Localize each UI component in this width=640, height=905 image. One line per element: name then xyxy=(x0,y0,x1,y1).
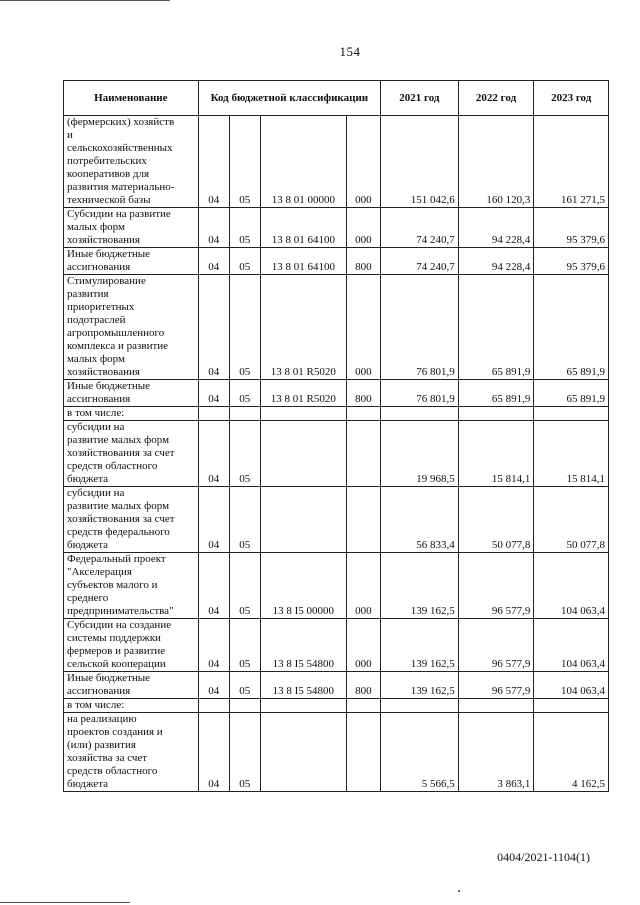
cell-expense-type: 000 xyxy=(346,275,380,380)
cell-name: (фермерских) хозяйств и сельскохозяйственных потребительских кооперативов для развития материально- технической базы xyxy=(64,116,199,208)
cell-target-article: 13 8 01 64100 xyxy=(260,248,346,275)
header-2022: 2022 год xyxy=(458,81,534,116)
cell-section: 04 xyxy=(198,713,229,792)
cell-2021: 76 801,9 xyxy=(381,380,459,407)
cell-2022: 65 891,9 xyxy=(458,275,534,380)
cell-2023: 50 077,8 xyxy=(534,487,609,553)
cell-target-article: 13 8 01 R5020 xyxy=(260,380,346,407)
cell-expense-type xyxy=(346,407,380,421)
cell-2023: 15 814,1 xyxy=(534,421,609,487)
cell-name: Субсидии на создание системы поддержки фермеров и развитие сельской кооперации xyxy=(64,619,199,672)
cell-section: 04 xyxy=(198,619,229,672)
table-row xyxy=(64,208,609,248)
cell-section: 04 xyxy=(198,487,229,553)
table-row xyxy=(64,713,609,792)
cell-2023: 104 063,4 xyxy=(534,619,609,672)
cell-2021: 139 162,5 xyxy=(381,619,459,672)
cell-2022: 160 120,3 xyxy=(458,116,534,208)
cell-subsection: 05 xyxy=(229,672,260,699)
cell-2023: 95 379,6 xyxy=(534,208,609,248)
cell-target-article: 13 8 01 64100 xyxy=(260,208,346,248)
cell-target-article xyxy=(260,699,346,713)
cell-name: Субсидии на развитие малых форм хозяйствования xyxy=(64,208,199,248)
cell-subsection: 05 xyxy=(229,248,260,275)
cell-2023: 104 063,4 xyxy=(534,672,609,699)
table-row xyxy=(64,672,609,699)
cell-2022: 96 577,9 xyxy=(458,553,534,619)
cell-name: Иные бюджетные ассигнования xyxy=(64,380,199,407)
cell-subsection xyxy=(229,407,260,421)
table-row xyxy=(64,116,609,208)
cell-section: 04 xyxy=(198,116,229,208)
cell-name: Иные бюджетные ассигнования xyxy=(64,248,199,275)
cell-2023: 65 891,9 xyxy=(534,275,609,380)
cell-subsection: 05 xyxy=(229,380,260,407)
cell-2021: 151 042,6 xyxy=(381,116,459,208)
cell-2021: 139 162,5 xyxy=(381,553,459,619)
cell-2022: 94 228,4 xyxy=(458,248,534,275)
cell-name: Стимулирование развития приоритетных подотраслей агропромышленного комплекса и развитие малых форм хозяйствования xyxy=(64,275,199,380)
table-row xyxy=(64,699,609,713)
cell-target-article xyxy=(260,421,346,487)
cell-target-article: 13 8 I5 54800 xyxy=(260,672,346,699)
cell-name: в том числе: xyxy=(64,407,199,421)
cell-2022 xyxy=(458,699,534,713)
cell-expense-type xyxy=(346,421,380,487)
header-2023: 2023 год xyxy=(534,81,609,116)
cell-expense-type: 000 xyxy=(346,208,380,248)
cell-subsection: 05 xyxy=(229,553,260,619)
cell-target-article: 13 8 01 00000 xyxy=(260,116,346,208)
cell-2022: 3 863,1 xyxy=(458,713,534,792)
table-row xyxy=(64,421,609,487)
table-row xyxy=(64,553,609,619)
cell-2022 xyxy=(458,407,534,421)
cell-expense-type: 800 xyxy=(346,380,380,407)
cell-section: 04 xyxy=(198,208,229,248)
header-name: Наименование xyxy=(64,81,199,116)
cell-target-article: 13 8 01 R5020 xyxy=(260,275,346,380)
budget-table xyxy=(63,80,609,792)
cell-target-article xyxy=(260,713,346,792)
cell-section: 04 xyxy=(198,553,229,619)
cell-subsection: 05 xyxy=(229,116,260,208)
cell-section xyxy=(198,699,229,713)
cell-2021 xyxy=(381,407,459,421)
cell-2023: 161 271,5 xyxy=(534,116,609,208)
cell-subsection: 05 xyxy=(229,619,260,672)
cell-2022: 96 577,9 xyxy=(458,619,534,672)
scan-artifact-bottom xyxy=(0,902,130,903)
cell-2023 xyxy=(534,407,609,421)
cell-name: Иные бюджетные ассигнования xyxy=(64,672,199,699)
table-row xyxy=(64,407,609,421)
cell-expense-type xyxy=(346,699,380,713)
cell-2022: 65 891,9 xyxy=(458,380,534,407)
cell-2023 xyxy=(534,699,609,713)
cell-section: 04 xyxy=(198,248,229,275)
cell-2021: 76 801,9 xyxy=(381,275,459,380)
cell-section xyxy=(198,407,229,421)
cell-target-article: 13 8 I5 00000 xyxy=(260,553,346,619)
table-row xyxy=(64,380,609,407)
header-row xyxy=(64,81,609,116)
cell-expense-type xyxy=(346,713,380,792)
cell-2023: 65 891,9 xyxy=(534,380,609,407)
cell-target-article xyxy=(260,487,346,553)
cell-name: субсидии на развитие малых форм хозяйствования за счет средств федерального бюджета xyxy=(64,487,199,553)
cell-expense-type: 000 xyxy=(346,116,380,208)
table-row xyxy=(64,275,609,380)
cell-section: 04 xyxy=(198,380,229,407)
cell-2023: 95 379,6 xyxy=(534,248,609,275)
cell-section: 04 xyxy=(198,672,229,699)
cell-subsection: 05 xyxy=(229,208,260,248)
cell-subsection: 05 xyxy=(229,421,260,487)
cell-2021: 74 240,7 xyxy=(381,248,459,275)
cell-target-article: 13 8 I5 54800 xyxy=(260,619,346,672)
cell-name: в том числе: xyxy=(64,699,199,713)
scan-artifact-top xyxy=(0,0,170,1)
cell-expense-type: 800 xyxy=(346,672,380,699)
scan-speck xyxy=(458,890,460,892)
cell-name: на реализацию проектов создания и (или) развития хозяйства за счет средств областного бюджета xyxy=(64,713,199,792)
cell-2023: 104 063,4 xyxy=(534,553,609,619)
cell-target-article xyxy=(260,407,346,421)
cell-2023: 4 162,5 xyxy=(534,713,609,792)
cell-expense-type xyxy=(346,487,380,553)
cell-name: Федеральный проект "Акселерация субъектов малого и среднего предпринимательства" xyxy=(64,553,199,619)
cell-section: 04 xyxy=(198,421,229,487)
table-row xyxy=(64,487,609,553)
cell-2021: 19 968,5 xyxy=(381,421,459,487)
cell-subsection: 05 xyxy=(229,275,260,380)
cell-name: субсидии на развитие малых форм хозяйствования за счет средств областного бюджета xyxy=(64,421,199,487)
cell-expense-type: 800 xyxy=(346,248,380,275)
cell-expense-type: 000 xyxy=(346,553,380,619)
cell-2021: 74 240,7 xyxy=(381,208,459,248)
cell-2022: 94 228,4 xyxy=(458,208,534,248)
cell-2022: 96 577,9 xyxy=(458,672,534,699)
cell-2021: 139 162,5 xyxy=(381,672,459,699)
cell-2021: 56 833,4 xyxy=(381,487,459,553)
table-row xyxy=(64,248,609,275)
page-number: 154 xyxy=(339,44,361,59)
cell-expense-type: 000 xyxy=(346,619,380,672)
header-2021: 2021 год xyxy=(381,81,459,116)
cell-2022: 50 077,8 xyxy=(458,487,534,553)
cell-section: 04 xyxy=(198,275,229,380)
cell-subsection: 05 xyxy=(229,487,260,553)
cell-2022: 15 814,1 xyxy=(458,421,534,487)
cell-subsection xyxy=(229,699,260,713)
header-budget-code: Код бюджетной классификации xyxy=(198,81,380,116)
cell-2021: 5 566,5 xyxy=(381,713,459,792)
document-code: 0404/2021-1104(1) xyxy=(497,850,590,864)
cell-subsection: 05 xyxy=(229,713,260,792)
table-row xyxy=(64,619,609,672)
cell-2021 xyxy=(381,699,459,713)
